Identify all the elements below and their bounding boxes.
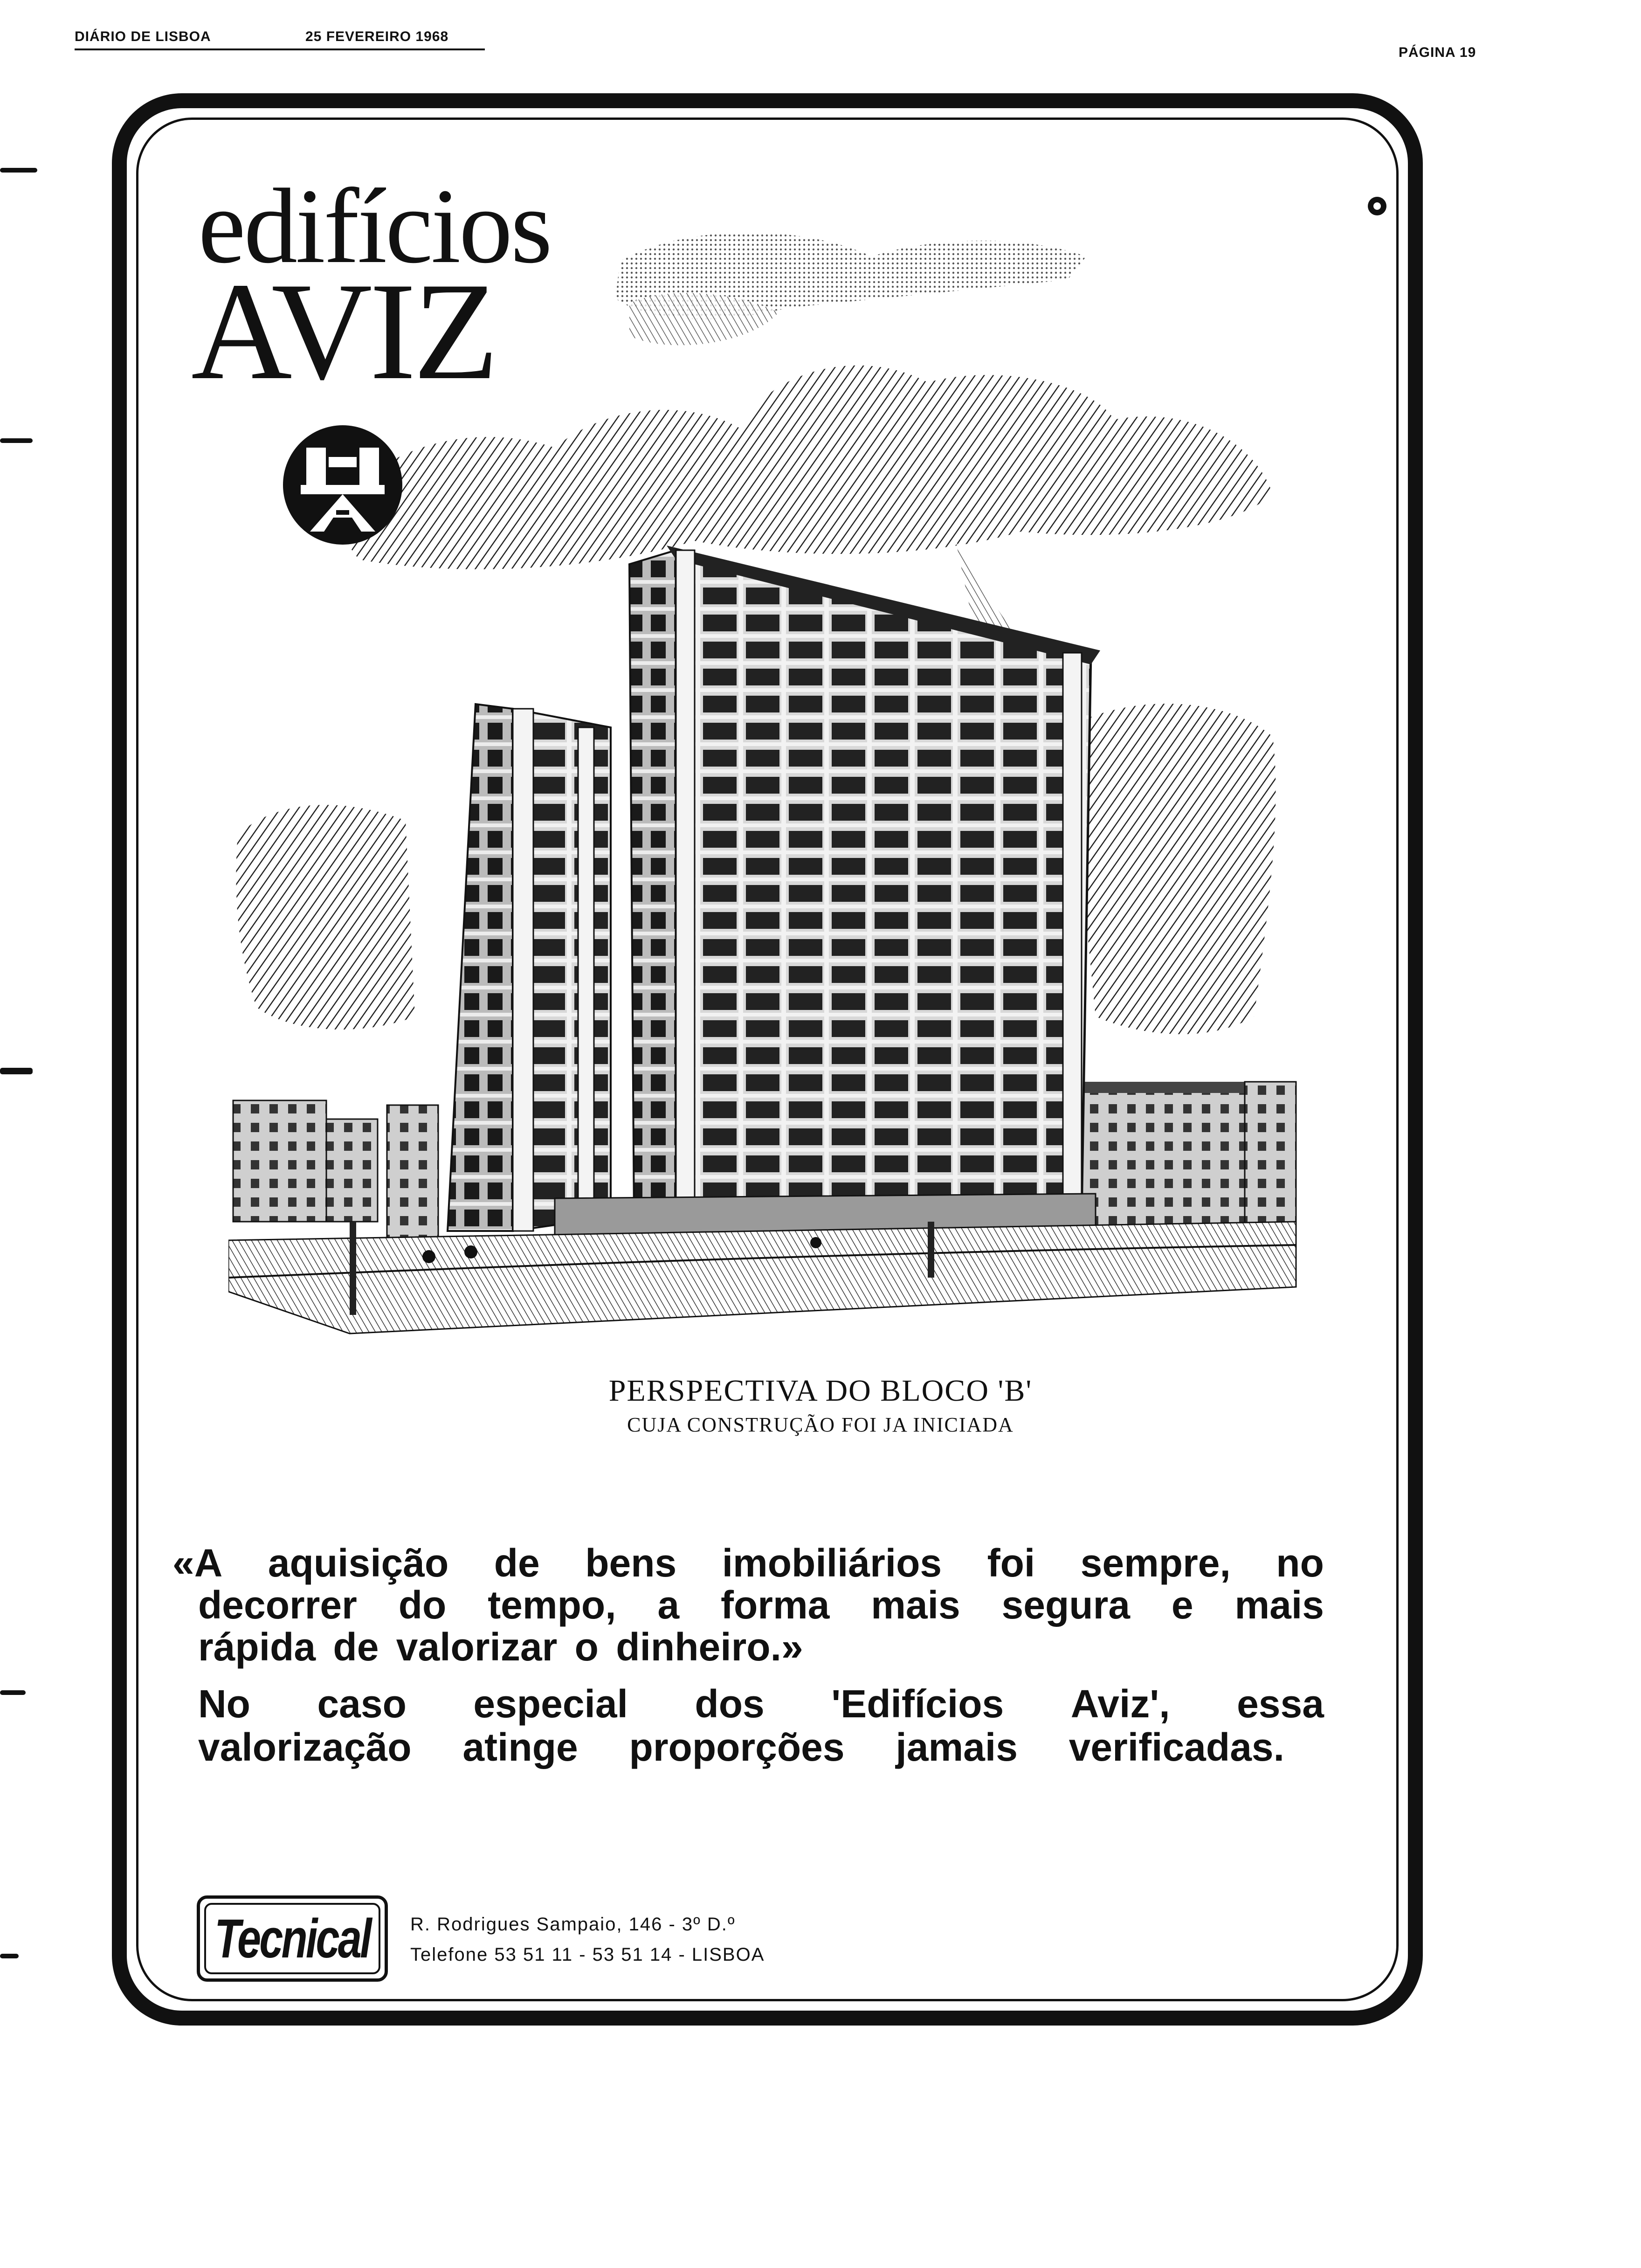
advertiser-phone: Telefone 53 51 11 - 53 51 14 - LISBOA — [410, 1944, 765, 1965]
header-rule — [75, 48, 485, 50]
margin-mark — [0, 1690, 26, 1695]
claim-line-1: No caso especial dos 'Edifícios Aviz', essa — [198, 1682, 1324, 1726]
publication-date: 25 FEVEREIRO 1968 — [305, 29, 449, 44]
advertiser-address: R. Rodrigues Sampaio, 146 - 3º D.º — [410, 1914, 736, 1935]
brand-name-line2: AVIZ — [191, 254, 496, 408]
registration-mark-icon — [1367, 196, 1387, 216]
newspaper-masthead: DIÁRIO DE LISBOA — [75, 29, 211, 44]
page-number: PÁGINA 19 — [1399, 45, 1476, 60]
advertiser-name: Tecnical — [214, 1908, 370, 1970]
illustration-caption: PERSPECTIVA DO BLOCO 'B' — [608, 1374, 1033, 1408]
quote-line-2: decorrer do tempo, a forma mais segura e mais — [198, 1583, 1324, 1627]
brand-name-line1: edifícios — [198, 166, 551, 285]
margin-mark — [0, 1068, 33, 1074]
aviz-monogram-logo-icon — [282, 424, 403, 546]
illustration-subcaption: CUJA CONSTRUÇÃO FOI JA INICIADA — [627, 1413, 1014, 1436]
margin-mark — [0, 168, 37, 173]
margin-mark — [0, 1954, 19, 1958]
quote-line-1: «A aquisição de bens imobiliários foi sempre, no — [172, 1541, 1324, 1585]
claim-line-2: valorização atinge proporções jamais verificadas. — [198, 1725, 1284, 1769]
margin-mark — [0, 438, 33, 443]
advertiser-logo — [204, 1903, 380, 1974]
quote-line-3: rápida de valorizar o dinheiro.» — [198, 1625, 803, 1669]
